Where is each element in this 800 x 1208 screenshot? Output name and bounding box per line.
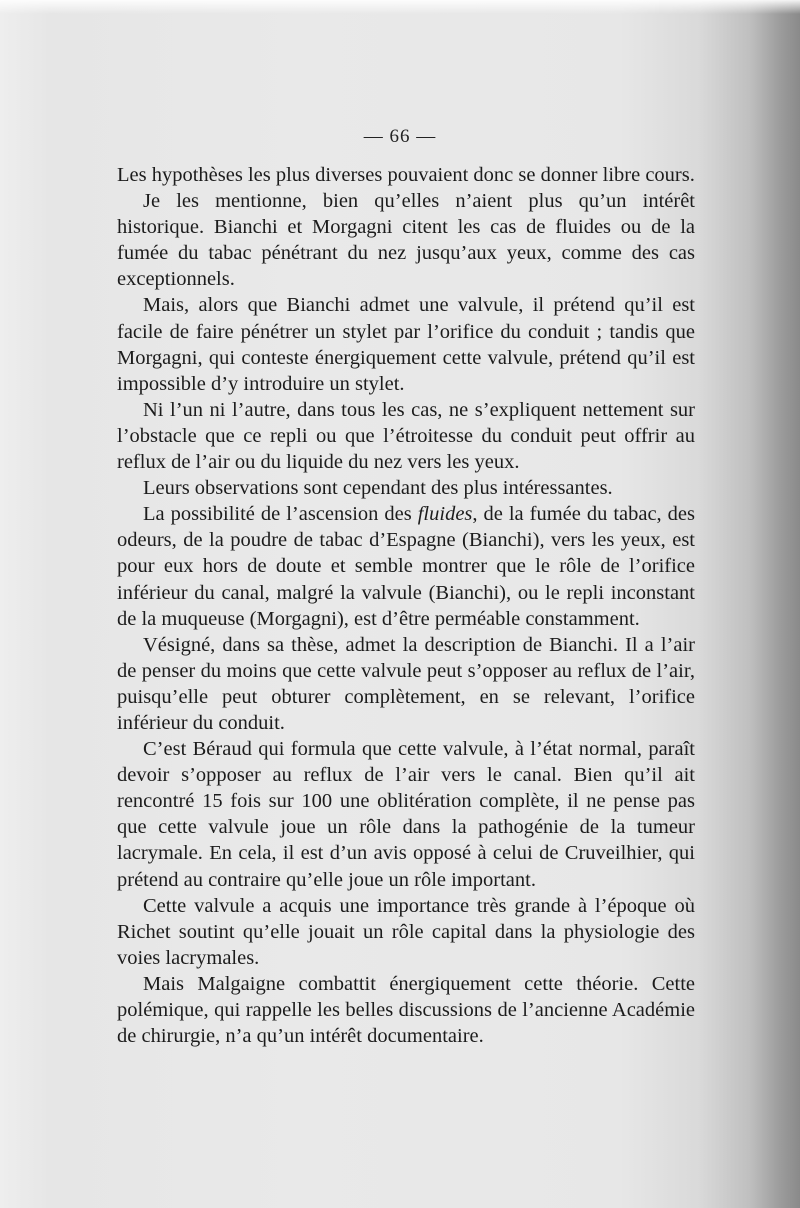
- paragraph-2: Je les mentionne, bien qu’elles n’aient plus qu’un intérêt historique. Bianchi et Morgagni citent les cas de fluides ou de la fumée du tabac pénétrant du nez jusqu’aux yeux, comme des cas exceptionnels.: [117, 190, 695, 291]
- paragraph-5: Leurs observations sont cependant des plus intéressantes.: [143, 477, 613, 500]
- body-text: [117, 162, 695, 1049]
- paragraph-10: Mais Malgaigne combattit énergiquement cette théorie. Cette polémique, qui rappelle les belles discussions de l’ancienne Académie de chirurgie, n’a qu’un intérêt documentaire.: [117, 972, 695, 1048]
- paragraph-3: Mais, alors que Bianchi admet une valvule, il prétend qu’il est facile de faire pénétrer un stylet par l’orifice du conduit ; tandis que Morgagni, qui conteste énergiquement cette valvule, prétend qu’il est impossible d’y introduire un stylet.: [117, 294, 695, 395]
- paragraph-6: [117, 501, 695, 631]
- paragraph-8: C’est Béraud qui formula que cette valvule, à l’état normal, paraît devoir s’opposer au reflux de l’air vers le canal. Bien qu’il ait rencontré 15 fois sur 100 une oblitération complète, il ne pense pas que cette valvule joue un rôle dans la pathogénie de la tumeur lacrymale. En cela, il est d’un avis opposé à celui de Cruveilhier, qui prétend au contraire qu’elle joue un rôle important.: [117, 738, 695, 891]
- italic-fluides: fluides: [417, 503, 473, 526]
- page-number: — 66 —: [363, 126, 437, 147]
- paragraph-6-start: La possibilité de l’ascension des: [143, 503, 418, 526]
- paragraph-6-end: , de la fumée du tabac, des odeurs, de la poudre de tabac d’Espagne (Bianchi), vers les yeux, est pour eux hors de doute et semble montrer que le rôle de l’orifice inférieur du canal, malgré la valvule (Bianchi), ou le repli inconstant de la muqueuse (Morgagni), est d’être perméable constamment.: [117, 503, 695, 630]
- paragraph-1: Les hypothèses les plus diverses pouvaient donc se donner libre cours.: [117, 164, 695, 186]
- paragraph-4: Ni l’un ni l’autre, dans tous les cas, ne s’expliquent nettement sur l’obstacle que ce repli ou que l’étroitesse du conduit peut offrir au reflux de l’air ou du liquide du nez vers les yeux.: [117, 398, 695, 474]
- page-edge: [0, 0, 800, 14]
- paragraph-9: Cette valvule a acquis une importance très grande à l’époque où Richet soutint qu’elle jouait un rôle capital dans la physiologie des voies lacrymales.: [117, 894, 695, 969]
- paragraph-7: Vésigné, dans sa thèse, admet la description de Bianchi. Il a l’air de penser du moins que cette valvule peut s’opposer au reflux de l’air, puisqu’elle peut obturer complètement, en se relevant, l’orifice inférieur du conduit.: [117, 633, 695, 734]
